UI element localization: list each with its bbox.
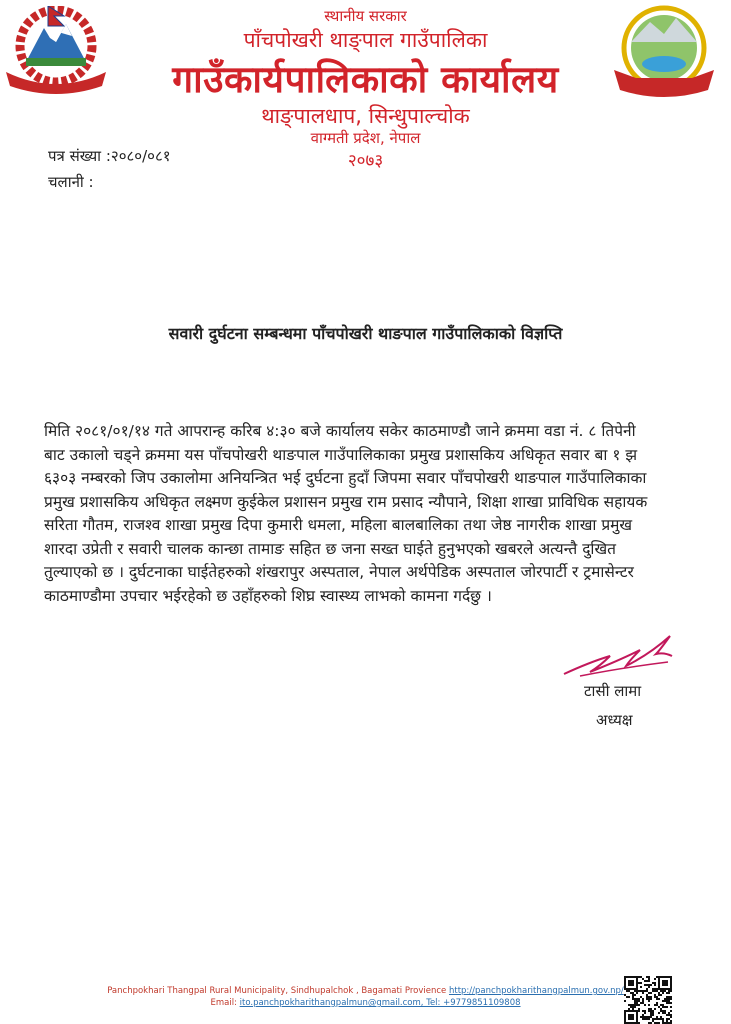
body-line: सरिता गौतम, राजश्व शाखा प्रमुख दिपा कुमारी धमला, महिला बालबालिका तथा जेष्ठ नागरीक शाखा प्रमुख <box>44 516 633 534</box>
signatory-title: अध्यक्ष <box>596 711 633 729</box>
footer-email-link[interactable]: ito.panchpokharithangpalmun@gmail.com, Tel: +9779851109808 <box>239 998 521 1008</box>
body-line: शारदा उप्रेती र सवारी चालक कान्छा तामाङ सहित छ जना सख्त घाईते हुनुभएको खबरले अत्यन्तै दुखित <box>44 539 616 558</box>
letter-number: पत्र संख्या :२०८०/०८१ <box>48 147 171 165</box>
header-municipality-name: पाँचपोखरी थाङ्पाल गाउँपालिका <box>243 28 488 52</box>
header-local-government: स्थानीय सरकार <box>324 7 407 25</box>
body-line: मिति २०८१/०१/१४ गते आपरान्ह करिब ४:३० बजे कार्यालय सकेर काठमाण्डौ जाने क्रममा वडा नं. ८ तिपेनी <box>44 422 636 440</box>
handwritten-signature <box>560 632 676 682</box>
header-province: वाग्मती प्रदेश, नेपाल <box>310 129 421 147</box>
body-line: प्रमुख प्रशासकिय अधिकृत लक्ष्मण कुईकेल प्रशासन प्रमुख राम प्रसाद न्यौपाने, शिक्षा शाखा प्राविधिक सहायक <box>44 492 648 511</box>
dispatch-number: चलानी : <box>48 173 94 191</box>
footer-email-label: Email: <box>210 998 237 1008</box>
footer-contact <box>0 998 731 1008</box>
footer-address-text: Panchpokhari Thangpal Rural Municipality, Sindhupalchok , Bagamati Provience <box>107 986 447 996</box>
notice-body <box>44 420 694 608</box>
body-line: ६३०३ नम्बरको जिप उकालोमा अनियन्त्रित भई दुर्घटना हुदाँ जिपमा सवार पाँचपोखरी थाङपाल गाउँपालिकाका <box>44 469 647 487</box>
header-established-year: २०७३ <box>347 151 384 171</box>
header-office-title: गाउँकार्यपालिकाको कार्यालय <box>172 58 559 101</box>
footer-address <box>0 986 731 996</box>
body-line: बाट उकालो चड्ने क्रममा यस पाँचपोखरी थाङपाल गाउँपालिकाका प्रमुख प्रशासकिय अधिकृत सवार बा १ झ <box>44 445 638 464</box>
body-line: काठमाण्डौमा उपचार भईरहेको छ उहाँहरुको शिघ्र स्वास्थ्य लाभको कामना गर्दछु । <box>44 586 492 605</box>
header-address: थाङ्पालधाप, सिन्धुपाल्चोक <box>261 104 470 128</box>
notice-subject: सवारी दुर्घटना सम्बन्धमा पाँचपोखरी थाङपाल गाउँपालिकाको विज्ञप्ति <box>168 324 563 343</box>
body-line: तुल्याएको छ । दुर्घटनाका घाईतेहरुको शंखरापुर अस्पताल, नेपाल अर्थपेडिक अस्पताल जोरपार्टी र ट्रमासेन्टर <box>44 563 634 581</box>
footer-website-link[interactable]: http://panchpokharithangpalmun.gov.np/ <box>448 986 624 996</box>
qr-code <box>624 976 672 1024</box>
signatory-name: टासी लामा <box>584 682 642 700</box>
